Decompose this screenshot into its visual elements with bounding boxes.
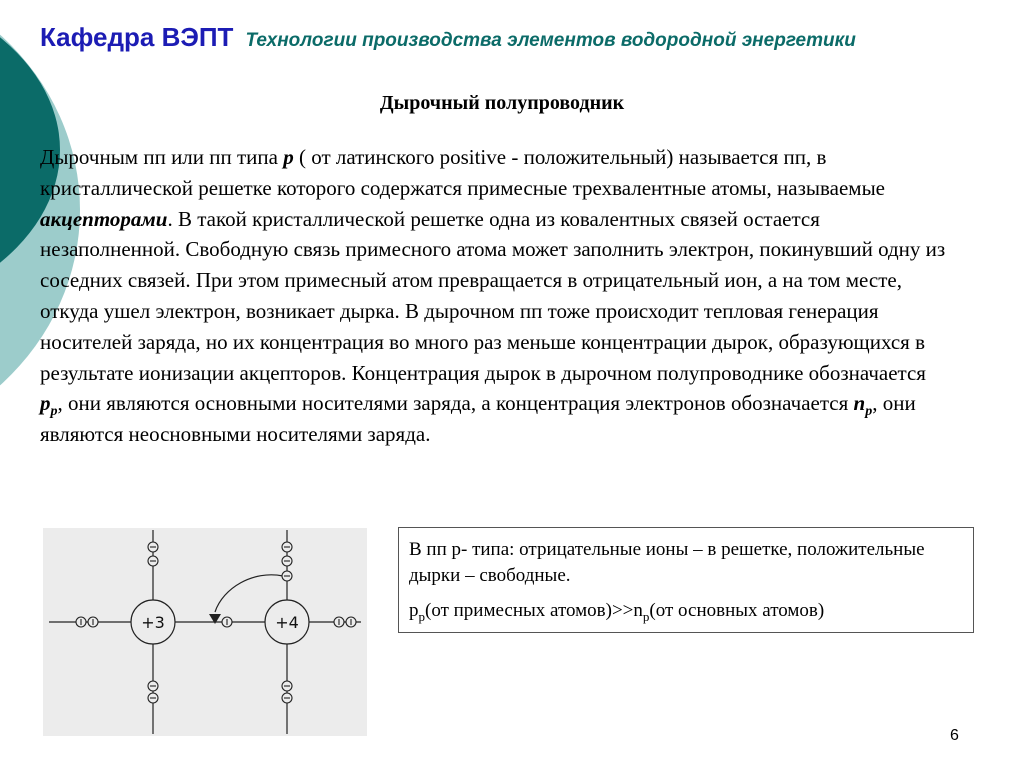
course-title: Технологии производства элементов водородной энергетики bbox=[245, 30, 856, 51]
body-text-segment: Дырочным пп или пп типа bbox=[40, 145, 284, 169]
summary-line-1: В пп p- типа: отрицательные ионы – в решетке, положительные дырки – свободные. bbox=[409, 539, 925, 586]
body-symbol-np: n bbox=[853, 391, 866, 416]
body-term-acceptors: акцепторами bbox=[40, 206, 168, 231]
crystal-lattice-diagram bbox=[43, 528, 367, 736]
summary-subscript: p bbox=[418, 608, 425, 624]
summary-symbol-p: p bbox=[409, 600, 419, 621]
summary-line-2 bbox=[409, 598, 963, 624]
summary-text: (от примесных атомов)>>n bbox=[425, 600, 643, 621]
body-text-segment: ( от латинского positive - положительный) называется пп, в кристаллической решетке которого содержатся примесные трехвалентные атомы, называемые bbox=[40, 145, 886, 200]
summary-subscript: p bbox=[642, 608, 650, 624]
body-symbol-pp: p bbox=[40, 391, 51, 416]
body-text-segment: , они являются неосновными носителями заряда. bbox=[40, 391, 916, 447]
body-text-segment: , они являются основными носителями заряда, а концентрация электронов обозначается bbox=[57, 391, 854, 416]
page-number: 6 bbox=[950, 727, 959, 744]
slide-header bbox=[40, 22, 856, 53]
department-name: Кафедра ВЭПТ bbox=[40, 22, 234, 52]
body-text-segment: . В такой кристаллической решетке одна из ковалентных связей остается незаполненной. Свободную связь примесного атома может заполнить электрон, покинувший одну из соседних связей. При этом примесный атом превращается в отрицательный ион, а на том месте, откуда ушел электрон, возникает дырка. В дырочном пп тоже происходит тепловая генерация носителей заряда, но их концентрация во много раз меньше концентрации дырок, образующихся в результате ионизации акцепторов. Концентрация дырок в дырочном полупроводнике обозначается bbox=[40, 206, 946, 385]
impurity-atom-label: +3 bbox=[141, 613, 165, 632]
host-atom-label: +4 bbox=[275, 613, 299, 632]
summary-text: (от основных атомов) bbox=[649, 600, 825, 621]
body-symbol-subscript: p bbox=[865, 404, 873, 420]
summary-box bbox=[398, 527, 974, 633]
body-symbol-p: p bbox=[283, 145, 294, 169]
body-symbol-subscript: p bbox=[50, 404, 58, 420]
body-paragraph bbox=[40, 142, 950, 450]
slide-title: Дырочный полупроводник bbox=[379, 92, 625, 114]
